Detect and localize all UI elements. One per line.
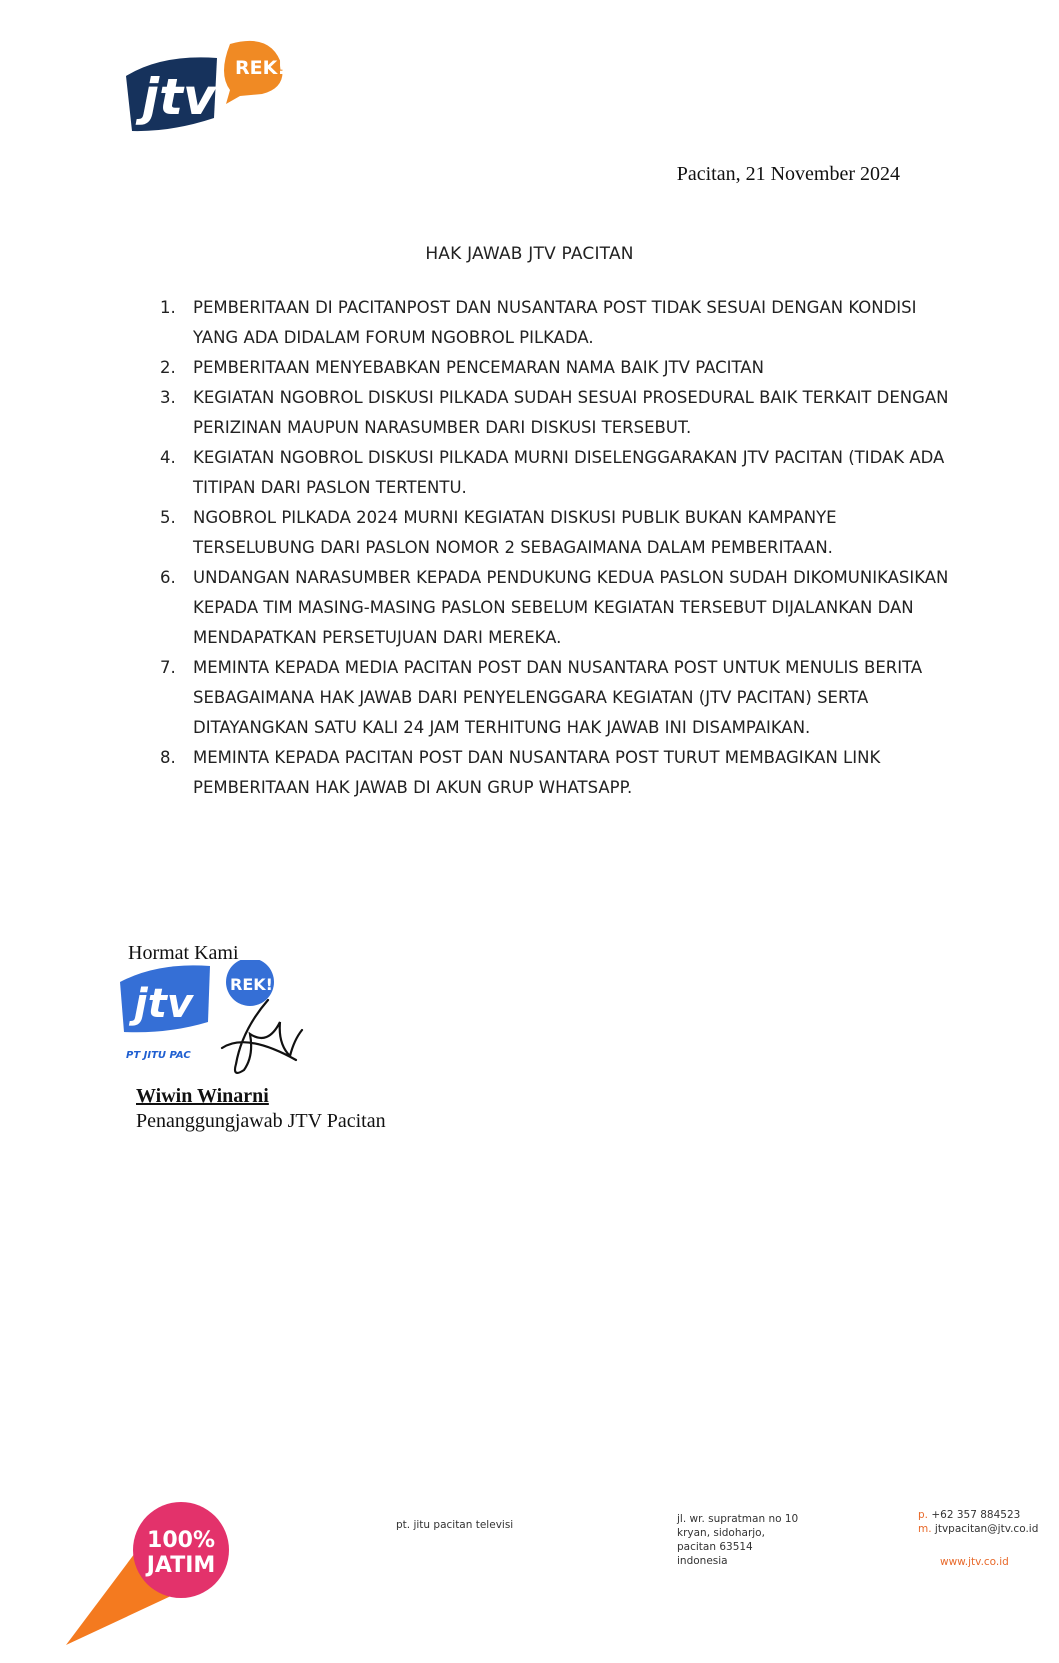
- item-number: 1.: [160, 298, 176, 317]
- footer-email: [918, 1522, 1038, 1536]
- list-item: [150, 653, 950, 743]
- footer-company: pt. jitu pacitan televisi: [396, 1519, 514, 1531]
- item-number: 3.: [160, 388, 176, 407]
- list-item: [150, 353, 950, 383]
- address-line: kryan, sidoharjo,: [677, 1527, 765, 1539]
- footer-address: [677, 1512, 798, 1568]
- address-line: indonesia: [677, 1555, 728, 1567]
- svg-text:jtv: jtv: [142, 68, 216, 126]
- svg-text:REK!: REK!: [230, 975, 273, 994]
- email-address: jtvpacitan@jtv.co.id: [934, 1523, 1039, 1535]
- list-item: [150, 293, 950, 353]
- signer-role: Penanggungjawab JTV Pacitan: [136, 1110, 386, 1132]
- phone-label: p.: [918, 1509, 929, 1521]
- item-number: 6.: [160, 568, 176, 587]
- footer-website: www.jtv.co.id: [940, 1556, 1009, 1568]
- email-label: m.: [918, 1523, 932, 1535]
- item-text: MEMINTA KEPADA MEDIA PACITAN POST DAN NUSANTARA POST UNTUK MENULIS BERITA SEBAGAIMANA HAK JAWAB DARI PENYELENGGARA KEGIATAN (JTV PACITAN) SERTA DITAYANGKAN SATU KALI 24 JAM TERHITUNG HAK JAWAB INI DISAMPAIKAN.: [193, 658, 923, 737]
- svg-text:100%: 100%: [147, 1528, 215, 1553]
- statement-list: [150, 293, 950, 803]
- phone-number: +62 357 884523: [931, 1509, 1021, 1521]
- item-text: PEMBERITAAN MENYEBABKAN PENCEMARAN NAMA BAIK JTV PACITAN: [193, 358, 764, 377]
- list-item: [150, 383, 950, 443]
- item-number: 2.: [160, 358, 176, 377]
- footer-contact: [918, 1508, 1038, 1536]
- item-number: 5.: [160, 508, 176, 527]
- footer-phone: [918, 1508, 1038, 1522]
- item-text: MEMINTA KEPADA PACITAN POST DAN NUSANTARA POST TURUT MEMBAGIKAN LINK PEMBERITAAN HAK JAWAB DI AKUN GRUP WHATSAPP.: [193, 748, 881, 797]
- jtv-rek-logo: [122, 36, 302, 146]
- item-number: 8.: [160, 748, 176, 767]
- document-title: HAK JAWAB JTV PACITAN: [425, 244, 634, 264]
- item-text: NGOBROL PILKADA 2024 MURNI KEGIATAN DISKUSI PUBLIK BUKAN KAMPANYE TERSELUBUNG DARI PASLON NOMOR 2 SEBAGAIMANA DALAM PEMBERITAAN.: [193, 508, 837, 557]
- address-line: pacitan 63514: [677, 1541, 753, 1553]
- svg-text:JATIM: JATIM: [146, 1553, 216, 1578]
- list-item: [150, 443, 950, 503]
- address-line: jl. wr. supratman no 10: [677, 1513, 799, 1525]
- signer-name: Wiwin Winarni: [136, 1085, 269, 1107]
- letter-date: Pacitan, 21 November 2024: [676, 163, 900, 185]
- closing-salutation: Hormat Kami: [128, 942, 239, 964]
- item-number: 4.: [160, 448, 176, 467]
- 100-percent-jatim-badge: [66, 1495, 256, 1645]
- item-text: KEGIATAN NGOBROL DISKUSI PILKADA SUDAH SESUAI PROSEDURAL BAIK TERKAIT DENGAN PERIZINAN MAUPUN NARASUMBER DARI DISKUSI TERSEBUT.: [193, 388, 949, 437]
- item-text: KEGIATAN NGOBROL DISKUSI PILKADA MURNI DISELENGGARAKAN JTV PACITAN (TIDAK ADA TITIPAN DARI PASLON TERTENTU.: [193, 448, 945, 497]
- company-stamp-signature: [118, 960, 318, 1080]
- list-item: [150, 743, 950, 803]
- svg-text:jtv: jtv: [134, 981, 193, 1027]
- list-item: [150, 503, 950, 563]
- list-item: [150, 563, 950, 653]
- item-text: PEMBERITAAN DI PACITANPOST DAN NUSANTARA POST TIDAK SESUAI DENGAN KONDISI YANG ADA DIDALAM FORUM NGOBROL PILKADA.: [193, 298, 917, 347]
- svg-text:REK!: REK!: [235, 57, 286, 79]
- item-text: UNDANGAN NARASUMBER KEPADA PENDUKUNG KEDUA PASLON SUDAH DIKOMUNIKASIKAN KEPADA TIM MASING-MASING PASLON SEBELUM KEGIATAN TERSEBUT DIJALANKAN DAN MENDAPATKAN PERSETUJUAN DARI MEREKA.: [193, 568, 949, 647]
- item-number: 7.: [160, 658, 176, 677]
- svg-text:PT JITU PAC: PT JITU PAC: [126, 1050, 191, 1061]
